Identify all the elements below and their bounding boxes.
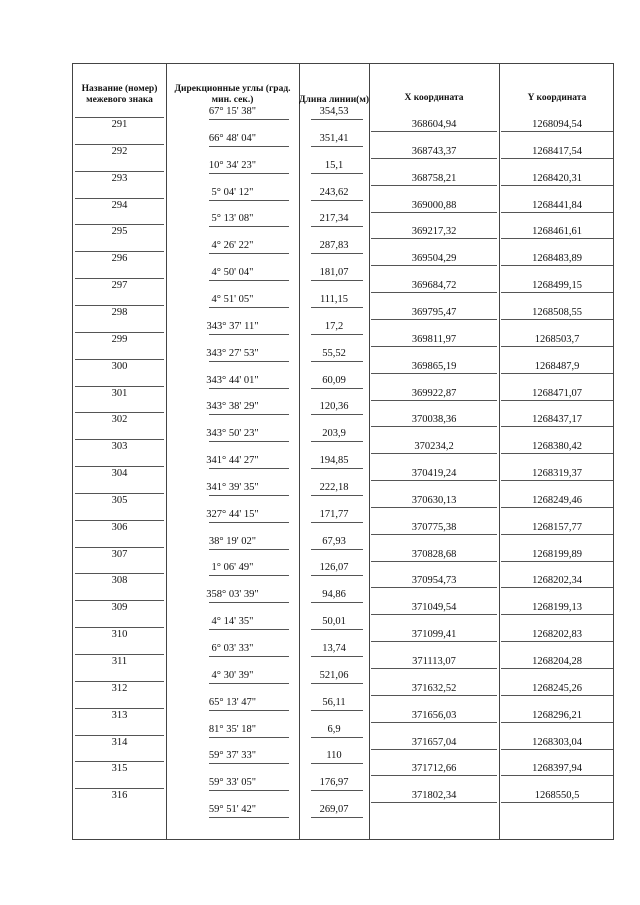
row-line: [75, 332, 164, 333]
row-line: [501, 400, 613, 401]
point-name-cell: 292: [111, 145, 128, 157]
y-coord-cell: 1268199,13: [532, 602, 582, 614]
header-name: Название (номер) межевого знака: [81, 84, 158, 105]
row-line: [75, 627, 164, 628]
point-name-cell: 303: [111, 441, 128, 453]
x-coord-cell: 370630,13: [411, 494, 457, 506]
y-coord-cell: 1268094,54: [532, 119, 582, 130]
y-coord-cell: 1268420,31: [532, 172, 582, 184]
point-name-cell: 306: [111, 521, 128, 533]
row-line: [371, 641, 497, 642]
point-name-cell: 315: [111, 763, 128, 775]
y-coord-cell: 1268249,46: [532, 494, 582, 506]
row-line: [501, 212, 613, 213]
angle-cell: 81° 35' 18": [208, 723, 257, 735]
x-coord-cell: 371099,41: [411, 629, 457, 641]
row-line: [501, 158, 613, 159]
x-coord-cell: 371632,52: [411, 682, 457, 694]
row-line: [501, 265, 613, 266]
y-coord-cell: 1268417,54: [532, 145, 582, 157]
length-cell: 17,2: [324, 320, 344, 332]
y-coord-cell: 1268461,61: [532, 226, 582, 238]
row-line: [501, 131, 613, 132]
row-line: [501, 185, 613, 186]
row-line: [501, 749, 613, 750]
row-line: [209, 334, 289, 335]
y-coord-cell: 1268319,37: [532, 468, 582, 480]
x-coord-cell: 370419,24: [411, 468, 457, 480]
row-line: [371, 668, 497, 669]
row-line: [209, 388, 289, 389]
length-cell: 94,86: [322, 589, 346, 601]
row-line: [311, 629, 363, 630]
angle-cell: 38° 19' 02": [208, 535, 257, 547]
x-coord-cell: 371113,07: [412, 656, 456, 667]
length-cell: 176,97: [319, 777, 349, 789]
row-line: [209, 361, 289, 362]
row-line: [371, 131, 497, 132]
row-line: [311, 737, 363, 738]
length-cell: 269,07: [319, 804, 349, 816]
row-line: [75, 681, 164, 682]
row-line: [75, 171, 164, 172]
row-line: [75, 117, 164, 118]
row-line: [209, 575, 289, 576]
row-line: [311, 334, 363, 335]
angle-cell: 327° 44' 15": [206, 508, 259, 520]
row-line: [501, 426, 613, 427]
y-coord-cell: 1268397,94: [532, 763, 582, 775]
x-coord-cell: 369217,32: [411, 226, 457, 238]
point-name-cell: 307: [111, 548, 128, 560]
row-line: [501, 507, 613, 508]
y-coord-cell: 1268437,17: [532, 414, 582, 426]
angle-cell: 4° 30' 39": [211, 669, 254, 681]
row-line: [311, 763, 363, 764]
row-line: [75, 386, 164, 387]
row-line: [311, 280, 363, 281]
row-line: [311, 549, 363, 550]
row-line: [501, 319, 613, 320]
length-cell: 56,11: [322, 696, 346, 708]
header-y: Y координата: [527, 93, 587, 103]
row-line: [75, 654, 164, 655]
y-coord-cell: 1268471,07: [532, 387, 582, 399]
row-line: [209, 119, 289, 120]
length-cell: 171,77: [319, 508, 349, 520]
row-line: [209, 790, 289, 791]
point-name-cell: 297: [111, 280, 128, 292]
row-line: [209, 414, 289, 415]
row-line: [209, 817, 289, 818]
angle-cell: 343° 44' 01": [206, 374, 259, 386]
row-line: [209, 146, 289, 147]
row-line: [371, 346, 497, 347]
row-line: [311, 146, 363, 147]
row-line: [75, 144, 164, 145]
angle-cell: 341° 39' 35": [206, 481, 259, 493]
point-name-cell: 310: [111, 629, 128, 641]
length-cell: 203,9: [322, 428, 346, 440]
row-line: [209, 468, 289, 469]
x-coord-cell: 368604,94: [411, 119, 457, 130]
angle-cell: 67° 15' 38": [208, 106, 257, 117]
row-line: [311, 522, 363, 523]
row-line: [75, 708, 164, 709]
point-name-cell: 302: [111, 414, 128, 426]
point-name-cell: 309: [111, 602, 128, 614]
y-coord-cell: 1268483,89: [532, 253, 582, 265]
row-line: [75, 278, 164, 279]
row-line: [209, 173, 289, 174]
row-line: [75, 573, 164, 574]
row-line: [75, 198, 164, 199]
row-line: [209, 200, 289, 201]
y-coord-cell: 1268157,77: [532, 521, 582, 533]
angle-cell: 343° 37' 11": [206, 320, 259, 332]
row-line: [371, 802, 497, 803]
x-coord-cell: 368743,37: [411, 145, 457, 157]
row-line: [75, 412, 164, 413]
length-cell: 351,41: [319, 132, 349, 144]
length-cell: 222,18: [319, 481, 349, 493]
angle-cell: 341° 44' 27": [206, 455, 259, 467]
y-coord-cell: 1268508,55: [532, 306, 582, 318]
x-coord-cell: 369811,97: [411, 333, 457, 345]
x-coord-cell: 369684,72: [411, 280, 457, 292]
angle-cell: 1° 06' 49": [211, 562, 254, 574]
header-length: Длина линии(м): [299, 95, 369, 105]
length-cell: 15,1: [324, 159, 344, 171]
angle-cell: 59° 37' 33": [208, 750, 257, 762]
point-name-cell: 301: [111, 387, 128, 399]
y-coord-cell: 1268245,26: [532, 682, 582, 694]
row-line: [75, 600, 164, 601]
row-line: [209, 307, 289, 308]
row-line: [311, 468, 363, 469]
point-name-cell: 308: [111, 575, 128, 587]
row-line: [371, 238, 497, 239]
row-line: [501, 373, 613, 374]
x-coord-cell: 371802,34: [411, 790, 457, 802]
row-line: [209, 441, 289, 442]
length-cell: 6,9: [327, 723, 341, 735]
point-name-cell: 293: [111, 172, 128, 184]
row-line: [501, 722, 613, 723]
row-line: [371, 400, 497, 401]
y-coord-cell: 1268202,83: [532, 629, 582, 641]
row-line: [501, 346, 613, 347]
y-coord-cell: 1268487,9: [534, 360, 580, 372]
length-cell: 111,15: [319, 293, 349, 305]
row-line: [501, 292, 613, 293]
angle-cell: 5° 13' 08": [211, 213, 254, 225]
row-line: [209, 522, 289, 523]
row-line: [371, 212, 497, 213]
y-coord-cell: 1268380,42: [532, 441, 582, 453]
point-name-cell: 304: [111, 468, 128, 480]
row-line: [311, 361, 363, 362]
row-line: [501, 802, 613, 803]
row-line: [371, 158, 497, 159]
y-coord-cell: 1268202,34: [532, 575, 582, 587]
angle-cell: 4° 51' 05": [211, 293, 254, 305]
length-cell: 287,83: [319, 240, 349, 252]
row-line: [371, 265, 497, 266]
row-line: [311, 441, 363, 442]
row-line: [75, 359, 164, 360]
x-coord-cell: 368758,21: [411, 172, 457, 184]
point-name-cell: 298: [111, 306, 128, 318]
angle-cell: 59° 33' 05": [208, 777, 257, 789]
angle-cell: 66° 48' 04": [208, 132, 257, 144]
x-coord-cell: 369000,88: [411, 199, 457, 211]
row-line: [311, 790, 363, 791]
length-cell: 110: [326, 750, 342, 762]
length-cell: 217,34: [319, 213, 349, 225]
point-name-cell: 291: [111, 119, 128, 130]
y-coord-cell: 1268503,7: [534, 333, 580, 345]
x-coord-cell: 371049,54: [411, 602, 457, 614]
x-coord-cell: 371657,04: [411, 736, 457, 748]
angle-cell: 4° 14' 35": [211, 616, 254, 628]
row-line: [209, 226, 289, 227]
row-line: [311, 226, 363, 227]
angle-cell: 343° 38' 29": [206, 401, 259, 413]
y-coord-cell: 1268303,04: [532, 736, 582, 748]
length-cell: 243,62: [319, 186, 349, 198]
row-line: [501, 641, 613, 642]
row-line: [311, 200, 363, 201]
angle-cell: 6° 03' 33": [211, 643, 254, 654]
x-coord-cell: 370828,68: [411, 548, 457, 560]
row-line: [75, 788, 164, 789]
point-name-cell: 300: [111, 360, 128, 372]
angle-cell: 65° 13' 47": [208, 696, 257, 708]
row-line: [311, 119, 363, 120]
row-line: [311, 683, 363, 684]
angle-cell: 4° 26' 22": [211, 240, 254, 252]
length-cell: 181,07: [319, 267, 349, 279]
row-line: [209, 763, 289, 764]
point-name-cell: 311: [111, 656, 128, 667]
row-line: [371, 507, 497, 508]
row-line: [371, 614, 497, 615]
length-cell: 194,85: [319, 455, 349, 467]
row-line: [209, 602, 289, 603]
row-line: [75, 466, 164, 467]
row-line: [311, 710, 363, 711]
row-line: [209, 683, 289, 684]
row-line: [75, 251, 164, 252]
row-line: [501, 668, 613, 669]
point-name-cell: 299: [111, 333, 128, 345]
angle-cell: 358° 03' 39": [206, 589, 259, 601]
row-line: [311, 817, 363, 818]
row-line: [209, 549, 289, 550]
row-line: [371, 373, 497, 374]
x-coord-cell: 369504,29: [411, 253, 457, 265]
x-coord-cell: 371712,66: [411, 763, 457, 775]
length-cell: 50,01: [322, 616, 346, 628]
x-coord-cell: 369795,47: [411, 306, 457, 318]
point-name-cell: 314: [111, 736, 128, 748]
row-line: [311, 307, 363, 308]
row-line: [371, 587, 497, 588]
row-line: [501, 614, 613, 615]
row-line: [501, 695, 613, 696]
coordinates-table: [72, 63, 614, 840]
row-line: [75, 761, 164, 762]
row-line: [501, 587, 613, 588]
length-cell: 60,09: [322, 374, 346, 386]
x-coord-cell: 369922,87: [411, 387, 457, 399]
row-line: [311, 253, 363, 254]
row-line: [311, 575, 363, 576]
x-coord-cell: 370234,2: [414, 441, 454, 453]
row-line: [371, 453, 497, 454]
x-coord-cell: 370775,38: [411, 521, 457, 533]
row-line: [75, 305, 164, 306]
row-line: [501, 453, 613, 454]
point-name-cell: 294: [111, 199, 128, 211]
row-line: [311, 495, 363, 496]
row-line: [75, 493, 164, 494]
row-line: [311, 602, 363, 603]
row-line: [75, 439, 164, 440]
y-coord-cell: 1268199,89: [532, 548, 582, 560]
row-line: [371, 185, 497, 186]
point-name-cell: 296: [111, 253, 128, 265]
row-line: [311, 656, 363, 657]
row-line: [371, 292, 497, 293]
angle-cell: 343° 50' 23": [206, 428, 259, 440]
angle-cell: 5° 04' 12": [211, 186, 254, 198]
row-line: [371, 319, 497, 320]
row-line: [209, 710, 289, 711]
y-coord-cell: 1268499,15: [532, 280, 582, 292]
length-cell: 13,74: [322, 643, 346, 654]
row-line: [371, 695, 497, 696]
row-line: [371, 426, 497, 427]
angle-cell: 4° 50' 04": [211, 267, 254, 279]
point-name-cell: 305: [111, 494, 128, 506]
row-line: [209, 737, 289, 738]
row-line: [75, 224, 164, 225]
row-line: [209, 495, 289, 496]
row-line: [371, 722, 497, 723]
row-line: [501, 775, 613, 776]
row-line: [371, 749, 497, 750]
y-coord-cell: 1268204,28: [532, 656, 582, 667]
row-line: [209, 629, 289, 630]
y-coord-cell: 1268296,21: [532, 709, 582, 721]
point-name-cell: 312: [111, 682, 128, 694]
row-line: [371, 534, 497, 535]
row-line: [75, 520, 164, 521]
row-line: [311, 388, 363, 389]
row-line: [501, 238, 613, 239]
x-coord-cell: 369865,19: [411, 360, 457, 372]
length-cell: 126,07: [319, 562, 349, 574]
row-line: [501, 561, 613, 562]
row-line: [209, 253, 289, 254]
row-line: [75, 547, 164, 548]
point-name-cell: 313: [111, 709, 128, 721]
length-cell: 55,52: [322, 347, 346, 359]
length-cell: 120,36: [319, 401, 349, 413]
point-name-cell: 316: [111, 790, 128, 802]
x-coord-cell: 371656,03: [411, 709, 457, 721]
row-line: [371, 775, 497, 776]
row-line: [501, 480, 613, 481]
x-coord-cell: 370954,73: [411, 575, 457, 587]
angle-cell: 59° 51' 42": [208, 804, 257, 816]
angle-cell: 343° 27' 53": [206, 347, 259, 359]
length-cell: 67,93: [322, 535, 346, 547]
point-name-cell: 295: [111, 226, 128, 238]
x-coord-cell: 370038,36: [411, 414, 457, 426]
row-line: [209, 280, 289, 281]
y-coord-cell: 1268550,5: [534, 790, 580, 802]
row-line: [75, 735, 164, 736]
length-cell: 354,53: [319, 106, 349, 117]
row-line: [209, 656, 289, 657]
row-line: [501, 534, 613, 535]
header-x: X координата: [404, 93, 464, 103]
y-coord-cell: 1268441,84: [532, 199, 582, 211]
row-line: [371, 561, 497, 562]
row-line: [311, 414, 363, 415]
header-angles: Дирекционные углы (град. мин. сек.): [174, 84, 291, 105]
row-line: [371, 480, 497, 481]
angle-cell: 10° 34' 23": [208, 159, 257, 171]
row-line: [311, 173, 363, 174]
length-cell: 521,06: [319, 669, 349, 681]
